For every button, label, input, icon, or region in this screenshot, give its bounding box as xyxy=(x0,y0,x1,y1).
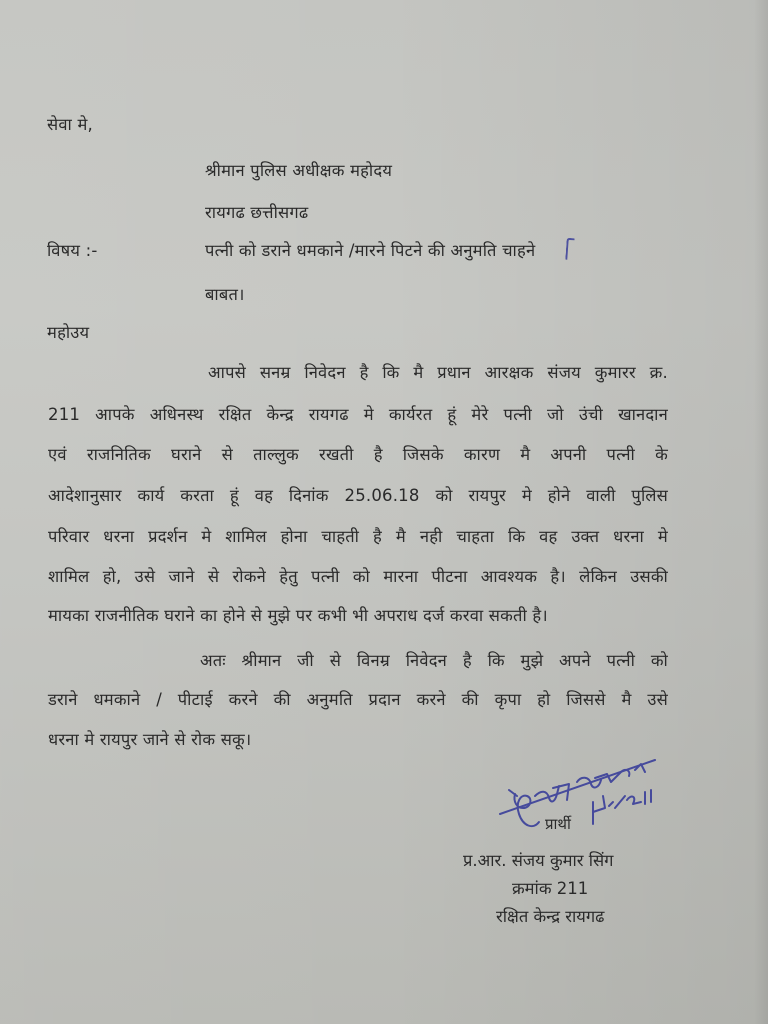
body-p1-line-5: परिवार धरना प्रदर्शन मे शामिल होना चाहती है मै नही चाहता कि वह उक्त धरना मे xyxy=(48,527,668,546)
body-p2-line-2: डराने धमकाने / पीटाई करने की अनुमति प्रदान करने की कृपा हो जिससे मै उसे xyxy=(48,690,668,709)
handwritten-signature xyxy=(495,752,665,842)
paper-edge-shadow xyxy=(754,0,768,1024)
greeting: महोउय xyxy=(47,323,90,342)
body-p1-line-2: 211 आपके अधिनस्थ रक्षित केन्द्र रायगढ मे कार्यरत हूं मेरे पत्नी जो उंची खानदान xyxy=(48,405,668,424)
signatory-name: प्र.आर. संजय कुमार सिंग xyxy=(463,851,614,870)
subject-label: विषय :- xyxy=(47,241,98,260)
body-p1-line-6: शामिल हो, उसे जाने से रोकने हेतु पत्नी को मारना पीटना आवश्यक है। लेकिन उसकी xyxy=(48,567,668,586)
body-p1-line-4: आदेशानुसार कार्य करता हूं वह दिनांक 25.06.18 को रायपुर मे होने वाली पुलिस xyxy=(48,486,668,505)
body-p1-line-1: आपसे सनम्र निवेदन है कि मै प्रधान आरक्षक संजय कुमारर क्र. xyxy=(208,363,668,382)
pen-correction-mark xyxy=(565,238,575,261)
salutation-to: सेवा मे, xyxy=(47,115,93,134)
body-p1-line-3: एवं राजनितिक घराने से ताल्लुक रखती है जिसके कारण मै अपनी पत्नी के xyxy=(48,445,668,464)
body-p2-line-1: अतः श्रीमान जी से विनम्र निवेदन है कि मुझे अपने पत्नी को xyxy=(200,651,668,670)
body-p1-line-7: मायका राजनीतिक घराने का होने से मुझे पर कभी भी अपराध दर्ज करवा सकती है। xyxy=(48,606,548,625)
recipient-location: रायगढ छत्तीसगढ xyxy=(205,203,309,222)
signatory-unit: रक्षित केन्द्र रायगढ xyxy=(496,907,605,926)
subject-line-1: पत्नी को डराने धमकाने /मारने पिटने की अनुमति चाहने xyxy=(205,241,536,260)
applicant-label: प्रार्थी xyxy=(545,815,571,833)
body-p2-line-3: धरना मे रायपुर जाने से रोक सकू। xyxy=(48,730,252,749)
signatory-number: क्रमांक 211 xyxy=(512,879,589,898)
recipient-title: श्रीमान पुलिस अधीक्षक महोदय xyxy=(205,161,393,180)
subject-line-2: बाबत। xyxy=(205,285,245,304)
